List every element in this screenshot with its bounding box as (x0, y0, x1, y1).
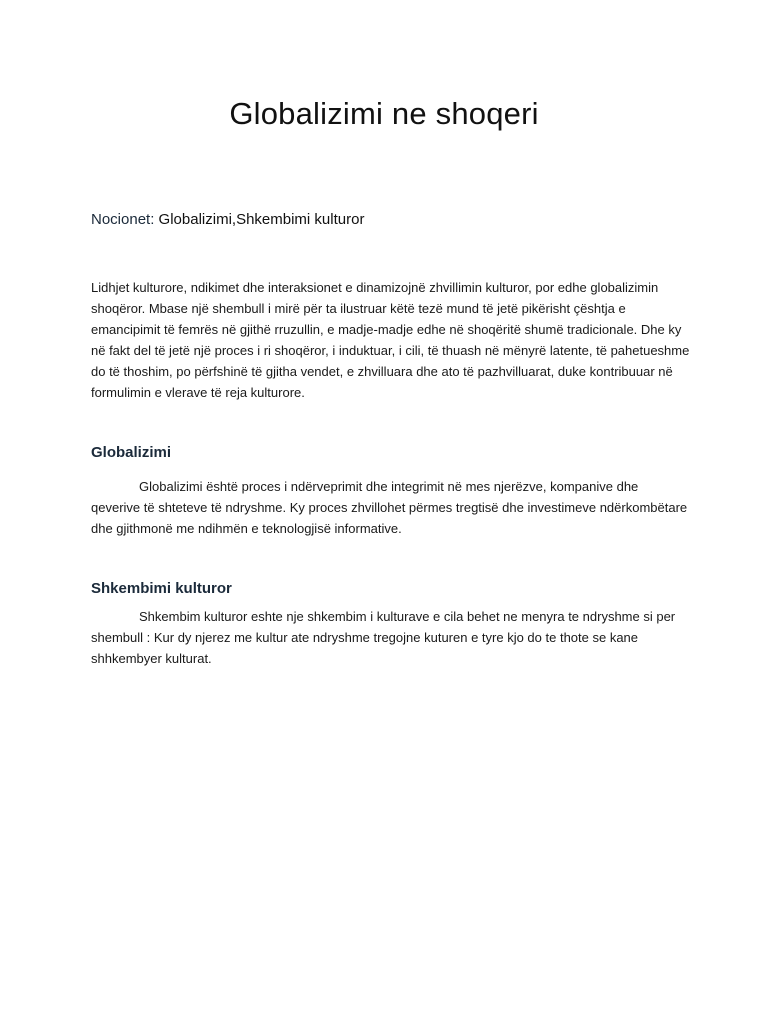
section-body-shkembimi-text: Shkembim kulturor eshte nje shkembim i kulturave e cila behet ne menyra te ndryshme si per shembull : Kur dy njerez me kultur ate ndryshme tregojne kuturen e tyre kjo do te thote se kane shhkembyer kulturat. (91, 609, 676, 666)
intro-paragraph: Lidhjet kulturore, ndikimet dhe interaksionet e dinamizojnë zhvillimin kulturor, por edhe globalizimin shoqëror. Mbase një shembull i mirë për ta ilustruar këtë tezë mund të jetë pikërisht çështja e emancipimit të femrës në gjithë rruzullin, e madje-madje edhe në shoqëritë shumë tradicionale. Dhe ky në fakt del të jetë një proces i ri shoqëror, i induktuar, i cili, të thuash në mënyrë latente, të pahetueshme do të thoshim, po përfshinë të gjitha vendet, e zhvilluara dhe ato të pazhvilluarat, duke kontribuuar në formulimin e vlerave të reja kulturore. (91, 280, 690, 400)
nocionet-label: Nocionet: (91, 211, 155, 228)
section-body-globalizimi (91, 476, 691, 539)
section-body-globalizimi-text: Globalizimi është proces i ndërveprimit dhe integrimit në mes njerëzve, kompanive dhe qeverive të shteteve të ndryshme. Ky proces zhvillohet përmes tregtisë dhe investimeve ndërkombëtare dhe gjithmonë me ndihmën e teknologjisë informative. (91, 479, 688, 536)
section-heading-shkembimi-kulturor: Shkembimi kulturor (91, 580, 232, 597)
section-body-shkembimi-kulturor (91, 606, 691, 669)
nocionet-line (91, 211, 364, 228)
section-heading-globalizimi: Globalizimi (91, 444, 172, 461)
nocionet-terms: Globalizimi,Shkembimi kulturor (158, 211, 365, 228)
page-title: Globalizimi ne shoqeri (229, 96, 539, 131)
